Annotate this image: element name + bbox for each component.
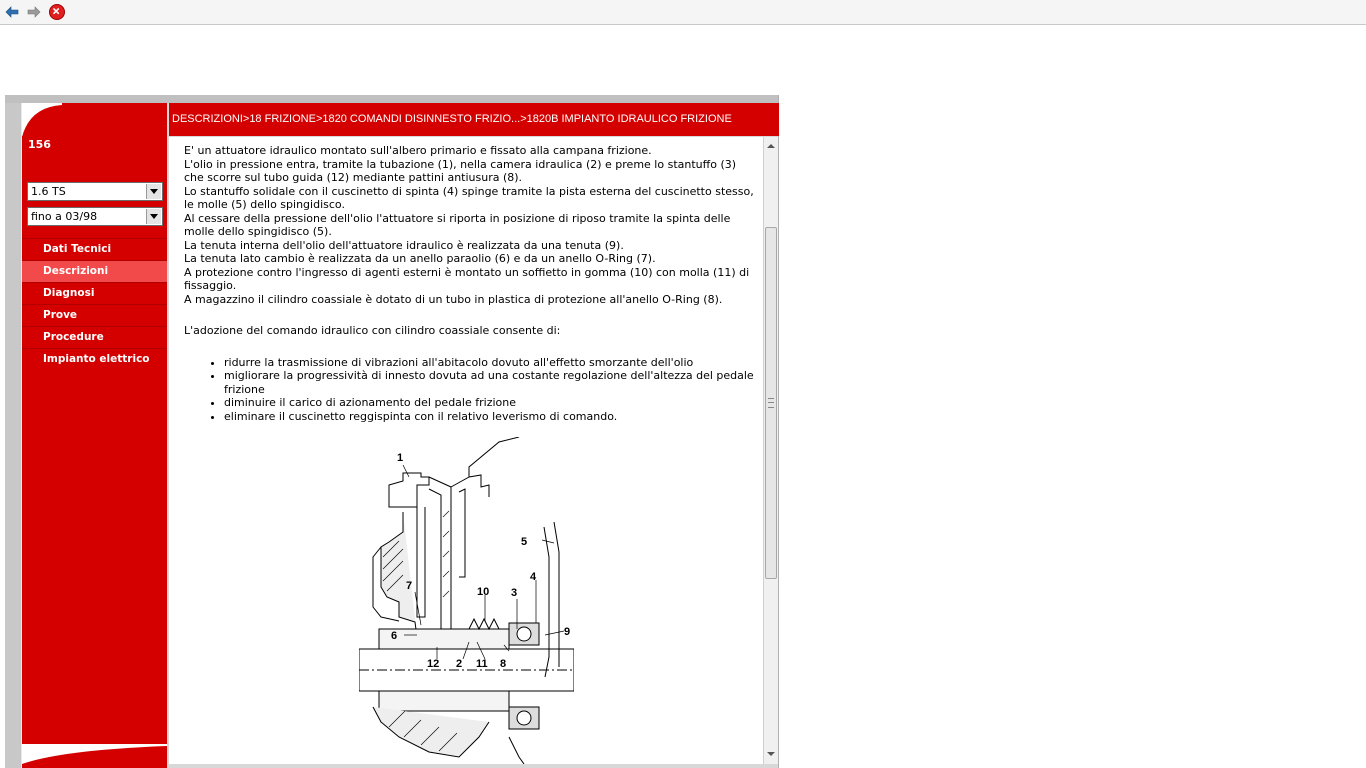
diagram-label: 4 (530, 571, 537, 583)
diagram-label: 1 (397, 452, 404, 464)
list-item: • migliorare la progressività di innesto dovuta ad una costante regolazione dell'altezza del pedale frizione (224, 369, 754, 396)
content-scrollbar[interactable] (763, 137, 778, 764)
paragraph: L'olio in pressione entra, tramite la tubazione (1), nella camera idraulica (2) e preme lo stantuffo (3) che scorre sul tubo guida (12) mediante pattini antiusura (8). (184, 157, 737, 184)
forward-arrow-icon[interactable] (26, 4, 42, 20)
paragraph: E' un attuatore idraulico montato sull'albero primario e fissato alla campana frizione. (184, 144, 652, 157)
scroll-down-icon[interactable] (766, 749, 776, 759)
hydraulic-actuator-diagram (359, 437, 574, 764)
description-text (184, 144, 754, 423)
browser-toolbar (0, 0, 1366, 25)
date-select[interactable] (27, 207, 163, 226)
diagram-label: 5 (521, 536, 528, 548)
breadcrumb: DESCRIZIONI>18 FRIZIONE>1820 COMANDI DISINNESTO FRIZIO...>1820B IMPIANTO IDRAULICO FRIZIONE (169, 103, 779, 136)
chevron-down-icon[interactable] (146, 184, 161, 199)
date-select-value: fino a 03/98 (31, 210, 98, 223)
paragraph: Lo stantuffo solidale con il cuscinetto di spinta (4) spinge tramite la pista esterna del cuscinetto stesso, le molle (5) dello spingidisco. (184, 184, 754, 211)
chevron-down-icon[interactable] (146, 209, 161, 224)
spacer (184, 306, 754, 324)
paragraph: La tenuta interna dell'olio dell'attuatore idraulico è realizzata da una tenuta (9). (184, 238, 624, 252)
content-panel (169, 137, 763, 764)
paragraph: A magazzino il cilindro coassiale è dotato di un tubo in plastica di protezione all'anello O-Ring (8). (184, 292, 723, 306)
benefits-list (184, 356, 754, 424)
grip-icon (768, 398, 774, 408)
diagram-label: 3 (511, 587, 518, 599)
sidebar-item-impianto-elettrico[interactable]: Impianto elettrico (22, 348, 167, 370)
sidebar-item-dati-tecnici[interactable]: Dati Tecnici (22, 238, 167, 260)
diagram-label: 9 (564, 626, 571, 638)
engine-select[interactable] (27, 182, 163, 201)
diagram-label: 12 (427, 658, 440, 670)
sidebar-item-prove[interactable]: Prove (22, 304, 167, 326)
list-item: • eliminare il cuscinetto reggispinta con il relativo leverismo di comando. (224, 410, 754, 424)
paragraph: La tenuta lato cambio è realizzata da un anello paraolio (6) e da un anello O-Ring (7). (184, 252, 656, 265)
close-icon[interactable] (49, 4, 65, 20)
sidebar-item-diagnosi[interactable]: Diagnosi (22, 282, 167, 304)
scrollbar-thumb[interactable] (765, 227, 777, 579)
diagram-label: 7 (406, 580, 413, 592)
intro-text: L'adozione del comando idraulico con cilindro coassiale consente di: (184, 324, 561, 337)
list-item: • ridurre la trasmissione di vibrazioni all'abitacolo dovuto all'effetto smorzante dell'olio (224, 356, 754, 370)
diagram-label: 8 (500, 658, 507, 670)
top-strip (5, 95, 779, 103)
paragraph: Al cessare della pressione dell'olio l'attuatore si riporta in posizione di riposo tramite la spinta delle molle dello spingidisco (5). (184, 211, 731, 238)
sidebar-header-curve (22, 103, 62, 137)
sidebar (22, 136, 167, 748)
scroll-up-icon[interactable] (766, 141, 776, 151)
paragraph: A protezione contro l'ingresso di agenti esterni è montato un soffietto in gomma (10) con molla (11) di fissaggio. (184, 265, 750, 292)
frame-edge (778, 95, 779, 768)
diagram-label: 6 (391, 630, 398, 642)
diagram-label: 11 (476, 658, 488, 670)
diagram-label: 2 (456, 658, 463, 670)
diagram-label: 10 (477, 586, 490, 598)
left-gutter (5, 103, 21, 768)
sidebar-item-procedure[interactable]: Procedure (22, 326, 167, 348)
sidebar-menu (22, 238, 167, 370)
engine-select-value: 1.6 TS (31, 185, 66, 198)
back-arrow-icon[interactable] (4, 4, 20, 20)
list-item: • diminuire il carico di azionamento del pedale frizione (224, 396, 754, 410)
sidebar-footer-curve (22, 744, 167, 768)
model-label: 156 (28, 138, 51, 151)
sidebar-item-descrizioni[interactable]: Descrizioni (22, 260, 167, 282)
